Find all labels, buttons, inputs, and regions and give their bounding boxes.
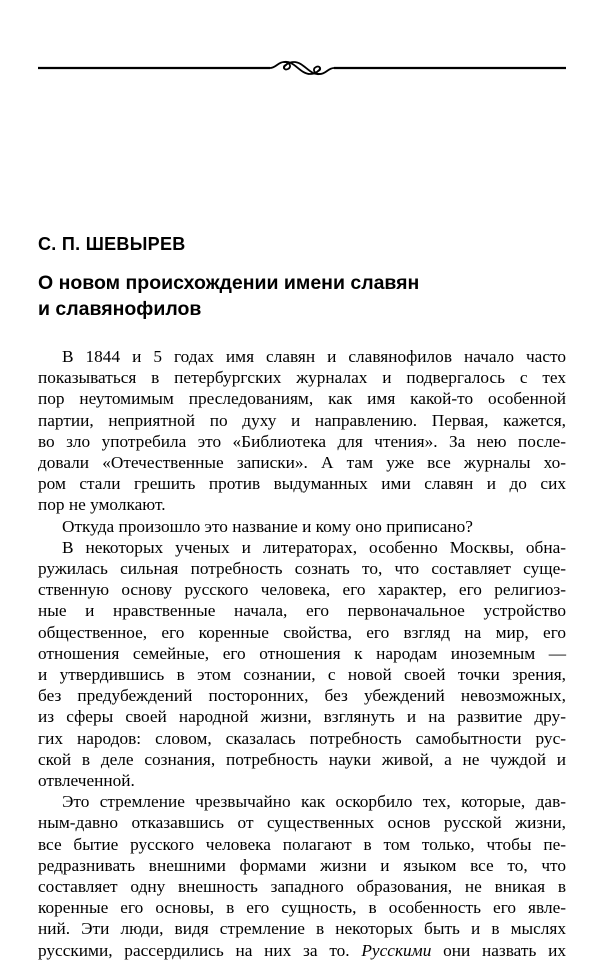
body-line: во зло употребила это «Библиотека для чтения». За нею после- xyxy=(38,431,566,451)
body-line: ний. Эти люди, видя стремление в некоторых быть и в мыслях xyxy=(38,919,566,939)
body-line: партии, неприятной по духу и направлению. Первая, кажется, xyxy=(38,410,566,430)
body-line: гих народов: словом, сказалась потребность самобытности рус- xyxy=(38,728,566,748)
italic-word: Русскими xyxy=(361,940,432,960)
article-title xyxy=(38,270,558,322)
body-line: общественное, его коренные свойства, его взгляд на мир, его xyxy=(38,622,566,642)
body-line: показываться в петербургских журналах и подвергалось с тех xyxy=(38,368,566,388)
body-line: довали «Отечественные записки». А там уже все журналы хо- xyxy=(38,453,566,473)
body-line-final-start: русскими, рассердились на них за то. xyxy=(38,940,350,960)
body-line: ственную основу русского человека, его характер, его религиоз- xyxy=(38,580,566,600)
body-line: В некоторых ученых и литераторах, особенно Москвы, обна- xyxy=(62,537,566,557)
body-line: все бытие русского человека полагают в том только, чтобы пе- xyxy=(38,834,566,854)
body-line: пор неутомимым преследованиям, как имя какой-то особенной xyxy=(38,389,566,409)
title-line: О новом происхождении имени славян xyxy=(38,272,420,294)
title-line: и славянофилов xyxy=(38,298,202,320)
decorative-flourish-icon xyxy=(38,56,566,80)
body-line: ным-давно отказавшись от существенных основ русской жизни, xyxy=(38,813,566,833)
author-name: С. П. ШЕВЫРЕВ xyxy=(38,234,186,254)
body-line: из сферы своей народной жизни, взглянуть и на развитие дру- xyxy=(38,707,566,727)
body-line: редразнивать внешними формами жизни и языком все то, что xyxy=(38,855,566,875)
body-line: составляет одну внешность западного образования, не вникая в xyxy=(38,877,566,897)
body-line: без предубеждений посторонних, без убеждений невозможных, xyxy=(38,686,566,706)
body-line: Это стремление чрезвычайно как оскорбило тех, которые, дав- xyxy=(62,792,566,812)
body-line: ской в деле сознания, потребность науки живой, а не чуждой и xyxy=(38,749,566,769)
body-line: В 1844 и 5 годах имя славян и славянофилов начало часто xyxy=(62,347,566,366)
body-line: ные и нравственные начала, его первоначальное устройство xyxy=(38,601,566,621)
body-line: отвлеченной. xyxy=(38,771,135,791)
body-line: ром стали грешить против выдуманных ими славян и до сих xyxy=(38,474,566,494)
body-line: Откуда произошло это название и кому оно приписано? xyxy=(62,516,473,536)
body-line-final xyxy=(38,940,566,961)
body-line: коренные его основы, в его сущность, в особенность его явле- xyxy=(38,898,566,918)
body-line: пор не умолкают. xyxy=(38,495,166,515)
body-line: и утвердившись в этом сознании, с новой своей точки зрения, xyxy=(38,665,566,685)
body-line-final-tail: они назвать их xyxy=(443,940,566,960)
article-body xyxy=(38,346,566,961)
body-line: ружилась сильная потребность сознать то, что составляет суще- xyxy=(38,559,566,579)
body-line: отношения семейные, его отношения к народам иноземным — xyxy=(38,643,566,663)
